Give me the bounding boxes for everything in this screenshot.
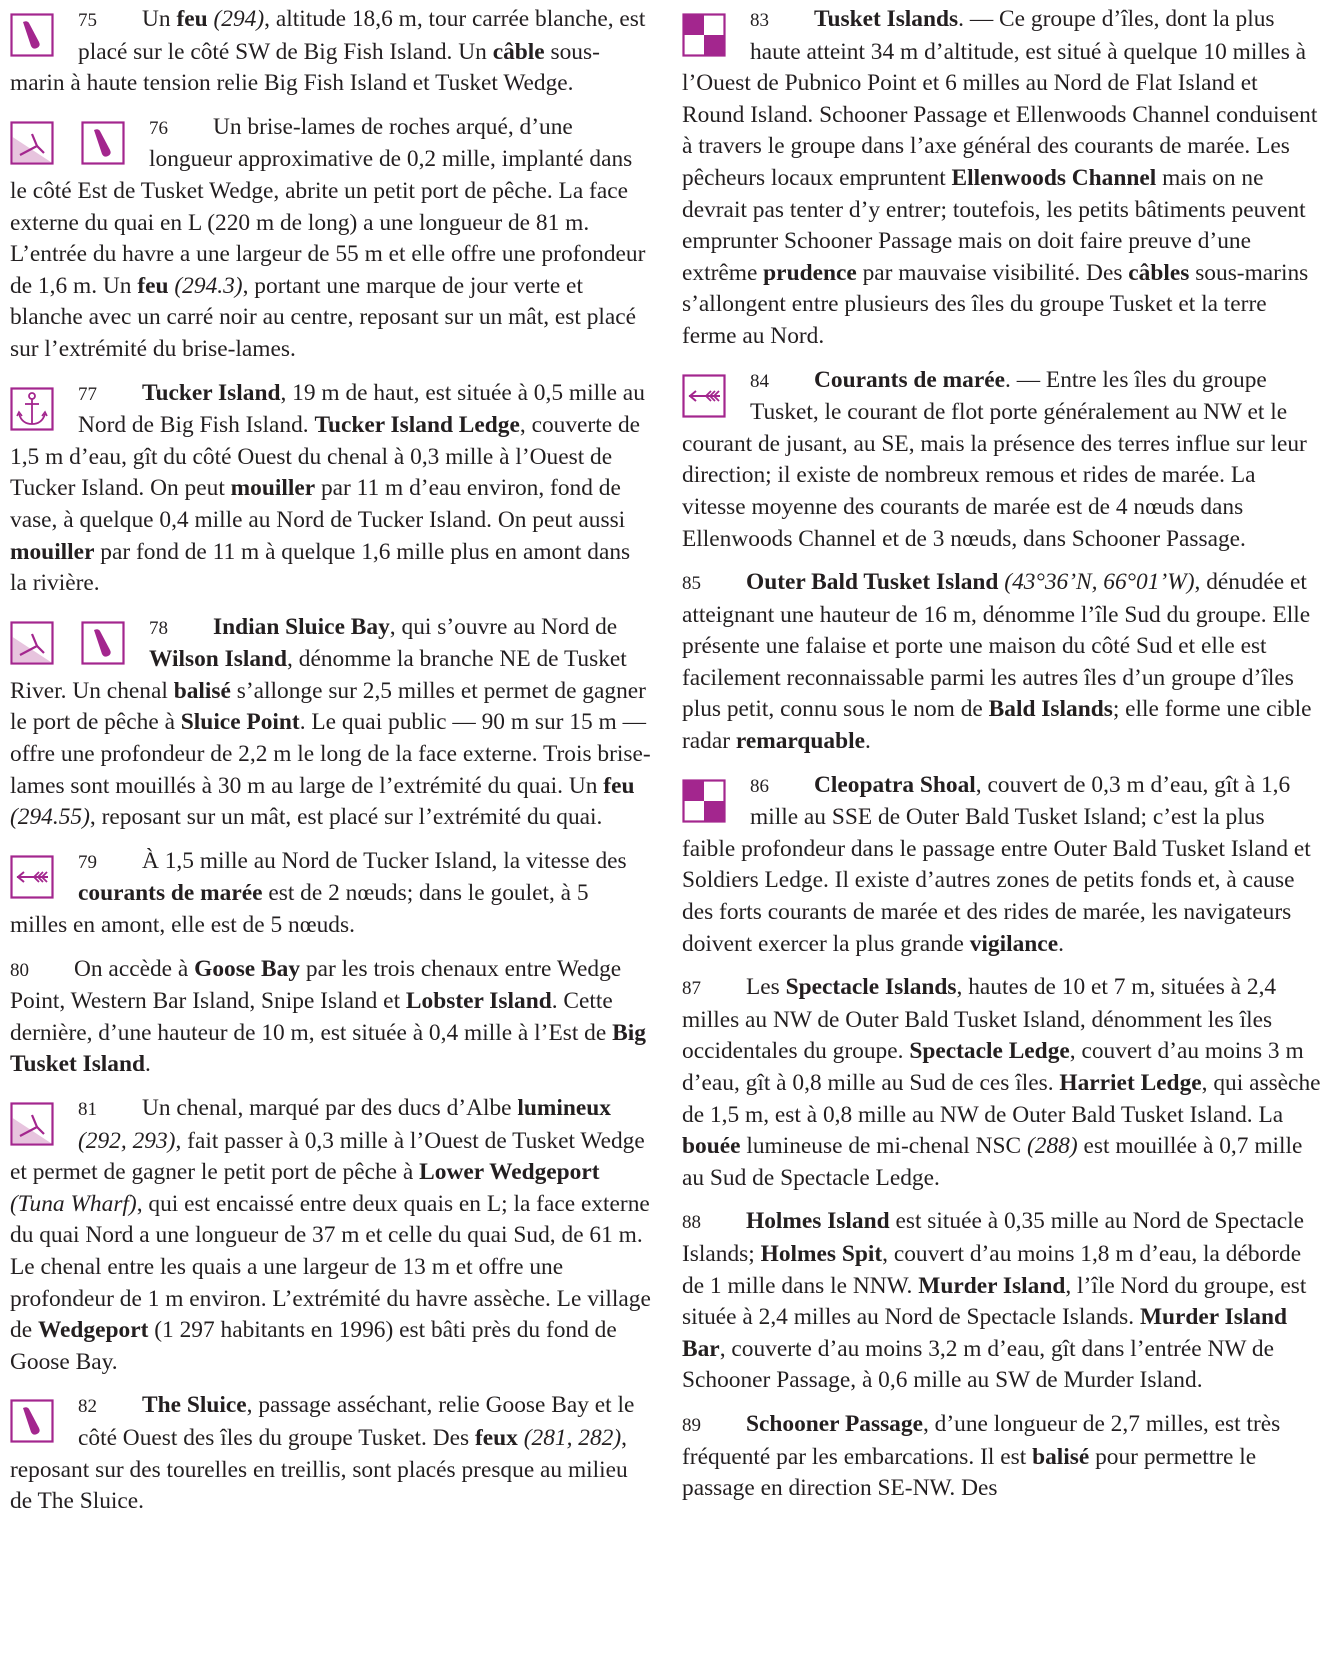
bold-term: Tucker Island Ledge [314, 412, 520, 439]
paragraph-number: 75 [78, 10, 97, 31]
bold-term: remarquable [735, 728, 865, 755]
paragraph-number: 80 [10, 959, 29, 981]
text-run: , couvert de 0,3 m d’eau, gît à 1,6 mille au SSE de Outer Bald Tusket Island; c’est la plus faible profondeur dans le passage entre Outer Bald Tusket Island et Soldiers Ledge. Il existe d’autres zones de petits fonds et, à cause des forts courants de marée et des rides de marée, les navigateurs doivent exercer la plus grande [682, 771, 1311, 957]
text-run: , couvert d’au moins 1,8 m d’eau, la déborde de 1 mille dans le NNW. [682, 1240, 1302, 1299]
breakwater-icon [10, 621, 54, 665]
bold-term: Wilson Island [149, 646, 288, 673]
text-run: . [145, 1051, 151, 1078]
paragraph-87 [682, 972, 1323, 1194]
margin-symbols [10, 121, 125, 165]
bold-term: Lobster Island [405, 988, 552, 1015]
italic-reference: (43°36’N, 66°01’W) [1004, 569, 1195, 596]
paragraph-number: 79 [78, 851, 97, 873]
text-run: , couverte de 1,5 m d’eau, gît du côté Ouest du chenal à 0,3 mille à l’Ouest de Tucker Island. On peut [10, 412, 641, 502]
text-run: , l’île Nord du groupe, est située à 2,4 milles au Nord de Spectacle Islands. [682, 1272, 1307, 1331]
text-run: , d’une longueur de 2,7 milles, est très fréquenté par les embarcations. Il est [682, 1410, 1281, 1470]
text-run: mais on ne devrait pas tenter d’y entrer; toutefois, les petits bâtiments peuvent emprunter Schooner Passage mais on doit faire preuve d’une extrême [682, 164, 1306, 286]
text-run: par 11 m d’eau environ, fond de vase, à quelque 0,4 mille au Nord de Tucker Island. On peut aussi [10, 475, 626, 533]
italic-reference: (294) [213, 6, 265, 32]
text-run: , couvert d’au moins 3 m d’eau, gît à 0,8 mille au Sud de ces îles. [682, 1038, 1304, 1096]
margin-symbols [10, 855, 54, 899]
paragraph-86 [682, 770, 1323, 961]
checker-icon [682, 13, 726, 57]
bold-term: Lower Wedgeport [419, 1159, 600, 1186]
margin-symbols [10, 1399, 54, 1443]
breakwater-icon [10, 1102, 54, 1146]
bold-term: lumineux [517, 1095, 612, 1121]
italic-reference: (292, 293) [78, 1127, 176, 1154]
tidal-stream-icon [682, 374, 726, 418]
paragraph-77 [10, 378, 651, 600]
bold-term: vigilance [969, 930, 1059, 957]
bold-term: Cleopatra Shoal [814, 771, 976, 798]
text-run: , fait passer à 0,3 mille à l’Ouest de Tusket Wedge et permet de gagner le petit port de pêche à [10, 1127, 645, 1186]
paragraph-number: 78 [149, 617, 168, 639]
bold-term: Holmes Spit [760, 1240, 883, 1267]
margin-symbols [682, 13, 726, 57]
text-run: , dénudée et atteignant une hauteur de 16 m, dénomme l’île Sud du groupe. Elle présente une falaise et porte une maison du côté Sud et elle est facilement reconnaissable parmi les autres îles d’un groupe d’îles plus petit, connu sous le nom de [682, 569, 1311, 723]
paragraph-number: 89 [682, 1414, 701, 1436]
light-icon [10, 13, 54, 57]
text-run: . [864, 728, 871, 755]
italic-reference: (294.3) [174, 272, 243, 299]
left-column [10, 0, 651, 1530]
bold-term: Courants de marée [814, 366, 1005, 393]
text-run: , hautes de 10 et 7 m, situées à 2,4 milles au NW de Outer Bald Tusket Island, dénomment les îles occidentales du groupe. [682, 974, 1277, 1065]
text-run: , qui assèche de 1,5 m, est à 0,8 mille au NW de Outer Bald Tusket Island. La [682, 1070, 1321, 1128]
bold-term: Outer Bald Tusket Island [746, 569, 999, 596]
text-run: par mauvaise visibilité. Des [856, 259, 1129, 286]
bold-term: feu [137, 272, 169, 299]
text-run: Un brise-lames de roches arqué, d’une longueur approximative de 0,2 mille, implanté dans le côté Est de Tusket Wedge, abrite un petit port de pêche. La face externe du quai en L (220 m de long) a une longueur de 81 m. L’entrée du havre a une largeur de 55 m et elle offre une profondeur de 1,6 m. Un [10, 113, 646, 299]
paragraph-number: 87 [682, 978, 701, 1000]
bold-term: Big Tusket Island [10, 1019, 646, 1078]
text-run: sous-marin à haute tension relie Big Fish Island et Tusket Wedge. [10, 38, 600, 97]
paragraph-number: 82 [78, 1396, 97, 1418]
paragraph-85 [682, 567, 1323, 758]
text-run: , 19 m de haut, est située à 0,5 mille au Nord de Big Fish Island. [78, 379, 645, 439]
italic-reference: (288) [1026, 1133, 1078, 1160]
bold-term: Spectacle Ledge [909, 1038, 1070, 1065]
paragraph-79 [10, 846, 651, 942]
text-run: est de 2 nœuds; dans le goulet, à 5 milles en amont, elle est de 5 nœuds. [10, 880, 589, 939]
paragraph-number: 83 [750, 10, 769, 31]
margin-symbols [10, 13, 54, 57]
text-run: On accède à [74, 955, 195, 982]
bold-term: Bald Islands [988, 696, 1113, 723]
bold-term: Goose Bay [194, 955, 301, 982]
text-run: , reposant sur un mât, est placé sur l’extrémité du quai. [89, 804, 603, 831]
bold-term: Schooner Passage [746, 1410, 923, 1437]
paragraph-number: 84 [750, 370, 769, 392]
bold-term: The Sluice [142, 1392, 247, 1419]
text-run: est mouillée à 0,7 mille au Sud de Spectacle Ledge. [682, 1133, 1303, 1191]
bold-term: prudence [763, 259, 857, 286]
text-run: Un chenal, marqué par des ducs d’Albe [142, 1095, 518, 1121]
bold-term: Ellenwoods Channel [951, 164, 1157, 191]
text-run: , portant une marque de jour verte et blanche avec un carré noir au centre, reposant sur un mât, est placé sur l’extrémité du brise-lames. [10, 272, 637, 362]
paragraph-number: 81 [78, 1099, 97, 1120]
paragraph-82 [10, 1390, 651, 1517]
text-run: . Cette dernière, d’une hauteur de 10 m, est située à 0,4 mille à l’Est de [10, 988, 613, 1046]
bold-term: mouiller [10, 538, 95, 565]
bold-term: Murder Island [918, 1272, 1066, 1299]
bold-term: câbles [1128, 259, 1190, 286]
text-run: (1 297 habitants en 1996) est bâti près du fond de Goose Bay. [10, 1317, 617, 1375]
right-column [682, 0, 1323, 1517]
paragraph-number: 77 [78, 383, 97, 405]
margin-symbols [682, 779, 726, 823]
bold-term: Tusket Islands [814, 6, 959, 32]
bold-term: Tucker Island [142, 379, 281, 406]
paragraph-83 [682, 4, 1323, 353]
paragraph-80 [10, 954, 651, 1081]
text-run: , qui est encaissé entre deux quais en L; la face externe du quai Nord a une longueur de 37 m et celle du quai Sud, de 61 m. Le chenal entre les quais a une largeur de 13 m et offre une profondeur de 1 m environ. L’extrémité du havre assèche. Le village de [10, 1190, 651, 1344]
text-run: est située à 0,35 mille au Nord de Spectacle Islands; [682, 1208, 1305, 1267]
margin-symbols [10, 387, 54, 431]
bold-term: courants de marée [78, 880, 263, 907]
paragraph-78 [10, 612, 651, 834]
paragraph-84 [682, 365, 1323, 556]
text-run: , passage asséchant, relie Goose Bay et le côté Ouest des îles du groupe Tusket. Des [78, 1392, 635, 1451]
bold-term: Spectacle Islands [785, 974, 957, 1001]
italic-reference: (294.55) [10, 804, 90, 831]
bold-term: feu [603, 772, 635, 799]
text-run: , reposant sur des tourelles en treillis, sont placés presque au milieu de The Sluice. [10, 1424, 628, 1515]
paragraph-number: 86 [750, 775, 769, 797]
bold-term: câble [492, 38, 545, 65]
text-run: ; elle forme une cible radar [682, 696, 1312, 755]
paragraph-88 [682, 1206, 1323, 1397]
bold-term: Holmes Island [746, 1208, 890, 1235]
italic-reference: (Tuna Wharf) [10, 1190, 137, 1217]
paragraph-89 [682, 1409, 1323, 1505]
bold-term: mouiller [230, 475, 316, 502]
bold-term: Wedgeport [37, 1317, 149, 1344]
margin-symbols [682, 374, 726, 418]
light-icon [10, 1399, 54, 1443]
text-run: par les trois chenaux entre Wedge Point, Western Bar Island, Snipe Island et [10, 955, 622, 1015]
paragraph-75 [10, 4, 651, 100]
checker-icon [682, 779, 726, 823]
paragraph-number: 76 [149, 117, 168, 139]
paragraph-81 [10, 1093, 651, 1378]
text-run: sous-marins s’allongent entre plusieurs des îles du groupe Tusket et la terre ferme au Nord. [682, 259, 1309, 349]
text-run: . — Ce groupe d’îles, dont la plus haute atteint 34 m d’altitude, est situé à quelque 10 milles à l’Ouest de Pubnico Point et 6 milles au Nord de Flat Island et Round Island. Schooner Passage et Ellenwoods Channel conduisent à travers le groupe dans l’axe général des courants de marée. Les pêcheurs locaux empruntent [682, 6, 1318, 191]
bold-term: Sluice Point [180, 709, 300, 736]
bold-term: Harriet Ledge [1059, 1070, 1202, 1096]
bold-term: balisé [1032, 1443, 1090, 1470]
bold-term: balisé [173, 677, 231, 704]
paragraph-76 [10, 112, 651, 366]
paragraph-number: 88 [682, 1212, 701, 1234]
paragraph-number: 85 [682, 573, 701, 595]
margin-symbols [10, 621, 125, 665]
tidal-stream-icon [10, 855, 54, 899]
margin-symbols [10, 1102, 54, 1146]
text-run: , dénomme la branche NE de Tusket River. Un chenal [10, 646, 627, 704]
anchor-icon [10, 387, 54, 431]
bold-term: feux [474, 1424, 518, 1451]
text-run: , qui s’ouvre au Nord de [389, 613, 618, 640]
text-run: lumineuse de mi-chenal NSC [740, 1133, 1027, 1160]
breakwater-icon [10, 121, 54, 165]
text-run: . — Entre les îles du groupe Tusket, le courant de flot porte généralement au NW et le courant de jusant, au SE, mais la présence des terres influe sur leur direction; il existe de nombreux remous et rides de marée. La vitesse moyenne des courants de marée est de 4 nœuds dans Ellenwoods Channel et de 3 nœuds, dans Schooner Passage. [682, 366, 1307, 552]
bold-term: Murder Island Bar [682, 1304, 1288, 1362]
text-run: . Le quai public — 90 m sur 15 m — offre une profondeur de 2,2 m le long de la face externe. Trois brise-lames sont mouillés à 30 m au large de l’extrémité du quai. Un [10, 709, 651, 799]
light-icon [81, 121, 125, 165]
text-run: s’allonge sur 2,5 milles et permet de gagner le port de pêche à [10, 677, 646, 736]
text-run: À 1,5 mille au Nord de Tucker Island, la vitesse des [142, 847, 627, 874]
bold-term: Indian Sluice Bay [213, 613, 390, 640]
text-run: pour permettre le passage en direction SE-NW. Des [682, 1443, 1257, 1502]
text-run: , altitude 18,6 m, tour carrée blanche, est placé sur le côté SW de Big Fish Island. Un [78, 6, 646, 65]
bold-term: feu [176, 6, 208, 32]
text-run: . [1058, 930, 1064, 957]
text-run: Les [746, 974, 786, 1001]
light-icon [81, 621, 125, 665]
italic-reference: (281, 282) [523, 1424, 622, 1451]
text-run: , couverte d’au moins 3,2 m d’eau, gît dans l’entrée NW de Schooner Passage, à 0,6 mille au SW de Murder Island. [682, 1335, 1274, 1394]
text-run: Un [142, 6, 177, 32]
text-run: par fond de 11 m à quelque 1,6 mille plus en amont dans la rivière. [10, 538, 631, 597]
bold-term: bouée [682, 1133, 741, 1160]
